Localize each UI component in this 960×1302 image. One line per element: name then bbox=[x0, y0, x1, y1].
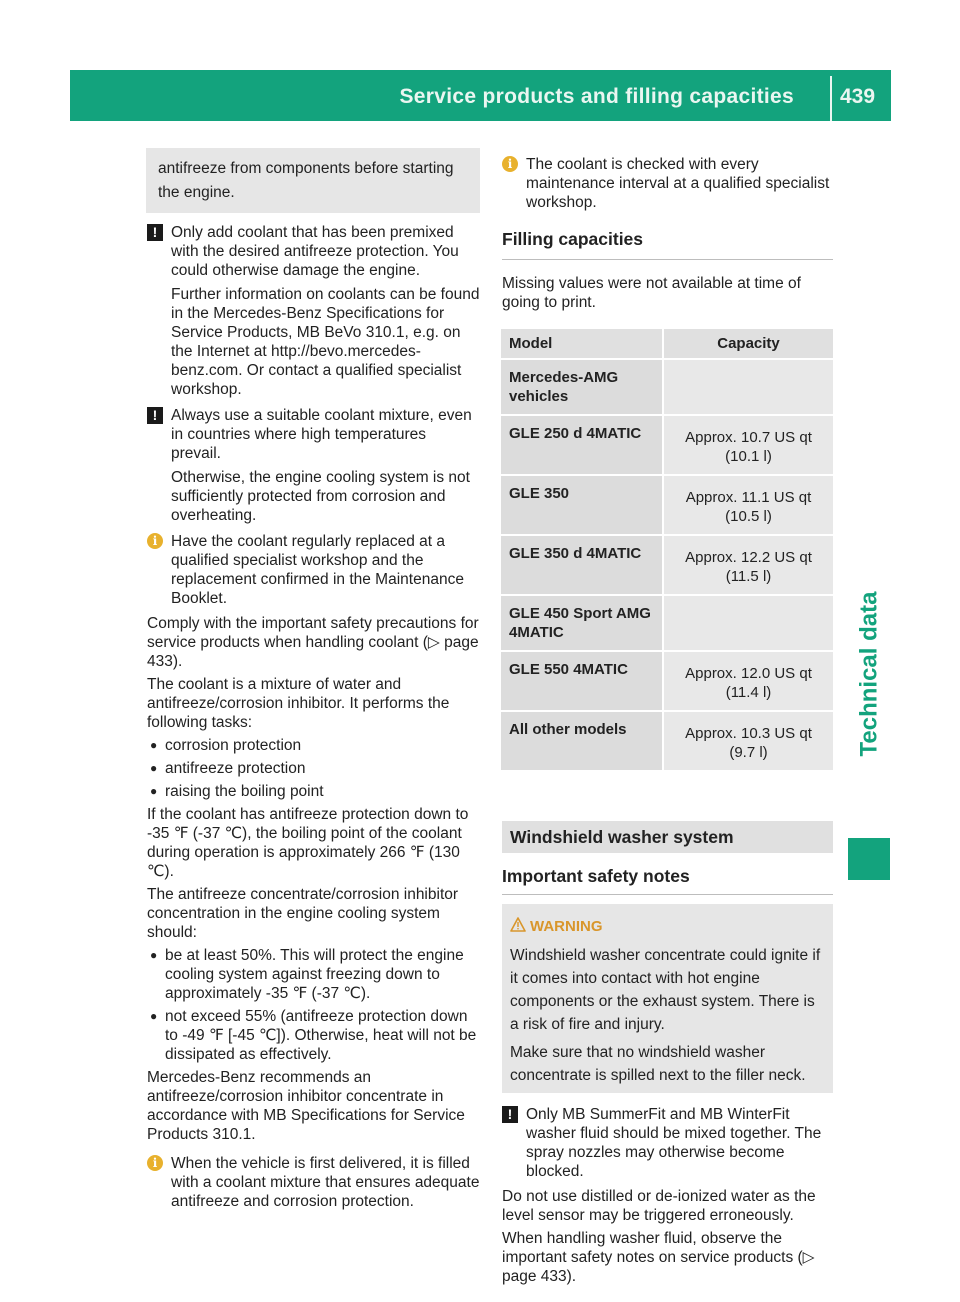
capacity-cell: Approx. 11.1 US qt (10.5 l) bbox=[664, 476, 833, 534]
table-row bbox=[501, 360, 833, 414]
exclamation-icon: ! bbox=[147, 407, 163, 424]
note-premixed bbox=[147, 223, 480, 399]
list-item: ● raising the boiling point bbox=[150, 783, 324, 800]
header-divider bbox=[830, 76, 832, 121]
chapter-tab-label: Technical data bbox=[855, 591, 883, 757]
bullet-icon: ● bbox=[150, 784, 158, 798]
exclamation-icon: ! bbox=[502, 1106, 518, 1123]
filling-capacities-heading: Filling capacities bbox=[502, 230, 833, 260]
note-washer-fluid bbox=[502, 1105, 833, 1181]
warning-text: Windshield washer concentrate could ignite if it comes into contact with hot engine components or the exhaust system. There is a risk of fire and injury. bbox=[510, 947, 821, 1033]
paragraph-concentration: The antifreeze concentrate/corrosion inhibitor concentration in the engine cooling system should: bbox=[147, 886, 459, 941]
model-cell: GLE 550 4MATIC bbox=[501, 652, 664, 710]
bullet-icon: ● bbox=[150, 738, 158, 752]
bullet-icon: ● bbox=[150, 761, 158, 775]
table-row bbox=[501, 712, 833, 770]
paragraph-safety: Comply with the important safety precautions for service products when handling coolant (▷ page 433). bbox=[147, 615, 479, 670]
table-header-row bbox=[501, 329, 833, 358]
capacity-cell bbox=[664, 596, 833, 650]
model-cell: All other models bbox=[501, 712, 664, 770]
note-more: Further information on coolants can be found in the Mercedes-Benz Specifications for Service Products, MB BeVo 310.1, e.g. on the Internet at http://bevo.mercedes-benz.com. Or contact a qualified specialist workshop. bbox=[171, 286, 480, 398]
paragraph-boiling: If the coolant has antifreeze protection down to -35 ℉ (-37 ℃), the boiling point of the coolant during operation is approximately 266 ℉ (130 ℃). bbox=[147, 806, 469, 880]
table-row bbox=[501, 652, 833, 710]
missing-values-note: Missing values were not available at time of going to print. bbox=[502, 275, 801, 311]
table-row bbox=[501, 596, 833, 650]
info-text: The coolant is checked with every maintenance interval at a qualified specialist workshop. bbox=[526, 156, 830, 211]
exclamation-icon: ! bbox=[147, 224, 163, 241]
model-cell: Mercedes-AMG vehicles bbox=[501, 360, 664, 414]
note-text: Only add coolant that has been premixed with the desired antifreeze protection. You could otherwise damage the engine. bbox=[171, 224, 459, 279]
note-text: Always use a suitable coolant mixture, even in countries where high temperatures prevail. bbox=[171, 407, 472, 462]
model-cell: GLE 350 d 4MATIC bbox=[501, 536, 664, 594]
info-icon: i bbox=[147, 1155, 163, 1171]
info-checked bbox=[502, 155, 833, 212]
table-row bbox=[501, 416, 833, 474]
note-text: Only MB SummerFit and MB WinterFit washer fluid should be mixed together. The spray nozzles may otherwise become blocked. bbox=[526, 1106, 822, 1180]
info-text: Have the coolant regularly replaced at a qualified specialist workshop and the replacement confirmed in the Maintenance Booklet. bbox=[171, 533, 464, 607]
info-text: When the vehicle is first delivered, it is filled with a coolant mixture that ensures adequate antifreeze and corrosion protection. bbox=[171, 1155, 480, 1210]
chapter-tab bbox=[848, 552, 890, 796]
paragraph-mixture: The coolant is a mixture of water and antifreeze/corrosion inhibitor. It performs the following tasks: bbox=[147, 676, 450, 731]
capacity-cell: Approx. 12.2 US qt (11.5 l) bbox=[664, 536, 833, 594]
info-icon: i bbox=[502, 156, 518, 172]
table-row bbox=[501, 476, 833, 534]
warning-icon bbox=[510, 917, 526, 932]
capacity-table bbox=[501, 327, 833, 772]
warning-title: WARNING bbox=[510, 915, 825, 938]
safety-notes-heading: Important safety notes bbox=[502, 867, 833, 895]
warning-box bbox=[502, 904, 833, 1093]
left-column bbox=[147, 148, 480, 1211]
column-header-capacity: Capacity bbox=[664, 329, 833, 358]
paragraph-handling: When handling washer fluid, observe the important safety notes on service products (▷ page 433). bbox=[502, 1230, 815, 1285]
paragraph-recommendation: Mercedes-Benz recommends an antifreeze/corrosion inhibitor concentrate in accordance with MB Specifications for Service Products 310.1. bbox=[147, 1069, 465, 1143]
list-item: ● be at least 50%. This will protect the engine cooling system against freezing down to approximately -35 ℉ (-37 ℃). bbox=[150, 947, 464, 1002]
paragraph-distilled: Do not use distilled or de-ionized water as the level sensor may be triggered erroneously. bbox=[502, 1188, 816, 1224]
info-replace bbox=[147, 532, 480, 608]
list-item: ● corrosion protection bbox=[150, 737, 302, 754]
list-item: ● antifreeze protection bbox=[150, 760, 306, 777]
column-header-model: Model bbox=[501, 329, 664, 358]
info-icon: i bbox=[147, 533, 163, 549]
intro-box: antifreeze from components before starting the engine. bbox=[146, 148, 480, 213]
capacity-cell: Approx. 12.0 US qt (11.4 l) bbox=[664, 652, 833, 710]
capacity-cell: Approx. 10.3 US qt (9.7 l) bbox=[664, 712, 833, 770]
capacity-cell bbox=[664, 360, 833, 414]
list-item: ● not exceed 55% (antifreeze protection down to -49 ℉ [-45 ℃]). Otherwise, heat will not be dissipated as effectively. bbox=[150, 1008, 477, 1063]
info-delivery bbox=[147, 1154, 480, 1211]
model-cell: GLE 450 Sport AMG 4MATIC bbox=[501, 596, 664, 650]
bullet-icon: ● bbox=[150, 948, 158, 962]
bullet-icon: ● bbox=[150, 1009, 158, 1023]
model-cell: GLE 350 bbox=[501, 476, 664, 534]
note-more: Otherwise, the engine cooling system is not sufficiently protected from corrosion and overheating. bbox=[171, 469, 470, 524]
table-row bbox=[501, 536, 833, 594]
washer-section-heading: Windshield washer system bbox=[502, 821, 833, 853]
chapter-marker bbox=[848, 838, 890, 880]
page-number: 439 bbox=[840, 85, 876, 108]
model-cell: GLE 250 d 4MATIC bbox=[501, 416, 664, 474]
warning-instruction: Make sure that no windshield washer concentrate is spilled next to the filler neck. bbox=[510, 1044, 806, 1084]
note-mixture bbox=[147, 406, 480, 525]
page-title: Service products and filling capacities bbox=[399, 85, 794, 108]
capacity-cell: Approx. 10.7 US qt (10.1 l) bbox=[664, 416, 833, 474]
page-header bbox=[70, 70, 891, 121]
right-column bbox=[502, 155, 833, 1286]
